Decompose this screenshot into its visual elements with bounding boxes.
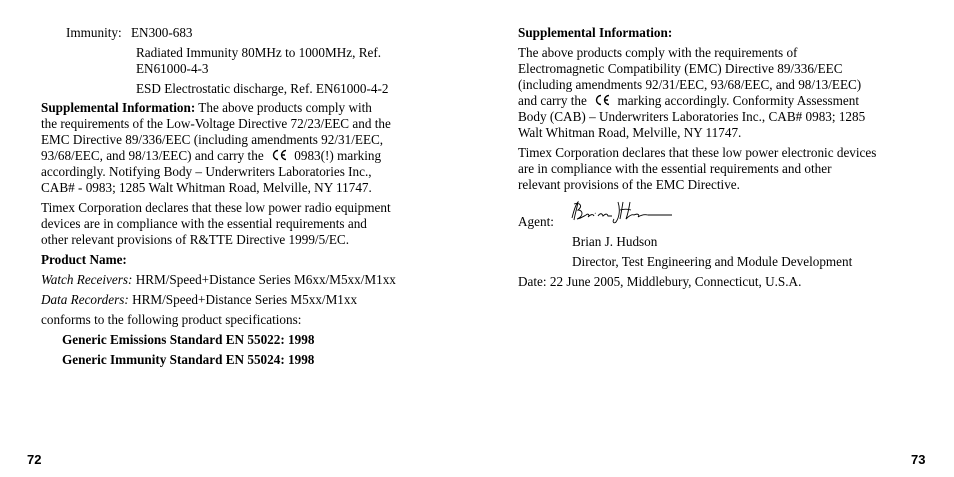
- right-page: [477, 0, 954, 477]
- right-supp-line-1: The above products comply with the requirements of: [518, 45, 798, 60]
- timex-line-2: devices are in compliance with the essential requirements and: [41, 216, 367, 231]
- supplemental-line-6: CAB# - 0983; 1285 Walt Whitman Road, Melville, NY 11747.: [41, 180, 372, 195]
- product-title-text: Product Name:: [41, 252, 127, 267]
- radiated-line-1: Radiated Immunity 80MHz to 1000MHz, Ref.: [136, 45, 382, 60]
- product-name-title: [41, 252, 127, 268]
- right-timex-line-1: Timex Corporation declares that these low power electronic devices: [518, 145, 877, 160]
- timex-line-3: other relevant provisions of R&TTE Directive 1999/5/EC.: [41, 232, 350, 247]
- watch-value: HRM/Speed+Distance Series M6xx/M5xx/M1xx: [132, 272, 396, 287]
- ce-mark-icon: [594, 94, 610, 106]
- supplemental-line-2: the requirements of the Low-Voltage Directive 72/23/EEC and the: [41, 116, 391, 131]
- agent-label: Agent:: [518, 214, 554, 229]
- date-line: Date: 22 June 2005, Middlebury, Connecticut, U.S.A.: [518, 274, 802, 289]
- immunity-standard: EN300-683: [130, 25, 193, 40]
- supplemental-line-4: [41, 148, 381, 164]
- data-label: Data Recorders:: [41, 292, 129, 307]
- esd-line: ESD Electrostatic discharge, Ref. EN61000-4-2: [136, 81, 389, 96]
- right-supp-text-4a: and carry the: [518, 93, 587, 108]
- timex-line-1: Timex Corporation declares that these low power radio equipment: [41, 200, 391, 215]
- right-supp-line-5: Body (CAB) – Underwriters Laboratories Inc., CAB# 0983; 1285: [518, 109, 866, 124]
- right-supp-title-text: Supplemental Information:: [518, 25, 673, 40]
- signature-image: [568, 198, 678, 228]
- supplemental-title: Supplemental Information:: [41, 100, 196, 115]
- right-timex-line-3: relevant provisions of the EMC Directive.: [518, 177, 740, 192]
- agent-title: Director, Test Engineering and Module Development: [572, 254, 853, 269]
- right-supp-line-3: (including amendments 92/31/EEC, 93/68/EEC, and 98/13/EEC): [518, 77, 862, 92]
- right-supp-line-4: [518, 93, 859, 109]
- radiated-line-2: EN61000-4-3: [136, 61, 209, 76]
- std1-text: Generic Emissions Standard EN 55022: 1998: [62, 332, 315, 347]
- right-supplemental-title: [518, 25, 672, 41]
- right-timex-line-2: are in compliance with the essential requirements and other: [518, 161, 832, 176]
- page-number-right: 73: [911, 452, 926, 467]
- supplemental-text-4b: 0983(!) marking: [294, 148, 382, 163]
- page-number-left: 72: [27, 452, 42, 467]
- ce-mark-icon: [271, 149, 287, 161]
- supplemental-text-4a: 93/68/EEC, and 98/13/EEC) and carry the: [41, 148, 264, 163]
- watch-receivers-line: [41, 272, 396, 288]
- supplemental-text: The above products comply with: [195, 100, 372, 115]
- immunity-line: [66, 25, 193, 41]
- standard-immunity: [62, 352, 314, 368]
- std2-text: Generic Immunity Standard EN 55024: 1998: [62, 352, 315, 367]
- agent-name: Brian J. Hudson: [572, 234, 658, 249]
- standard-emissions: [62, 332, 314, 348]
- supplemental-line-3: EMC Directive 89/336/EEC (including amendments 92/31/EEC,: [41, 132, 384, 147]
- data-value: HRM/Speed+Distance Series M5xx/M1xx: [128, 292, 358, 307]
- supplemental-line-1: [41, 100, 372, 116]
- conforms-line: conforms to the following product specifications:: [41, 312, 302, 327]
- right-supp-text-4b: marking accordingly. Conformity Assessment: [617, 93, 860, 108]
- supplemental-line-5: accordingly. Notifying Body – Underwriters Laboratories Inc.,: [41, 164, 372, 179]
- right-supp-line-6: Walt Whitman Road, Melville, NY 11747.: [518, 125, 742, 140]
- right-supp-line-2: Electromagnetic Compatibility (EMC) Directive 89/336/EEC: [518, 61, 843, 76]
- immunity-label: Immunity:: [66, 25, 122, 40]
- data-recorders-line: [41, 292, 357, 308]
- watch-label: Watch Receivers:: [41, 272, 133, 287]
